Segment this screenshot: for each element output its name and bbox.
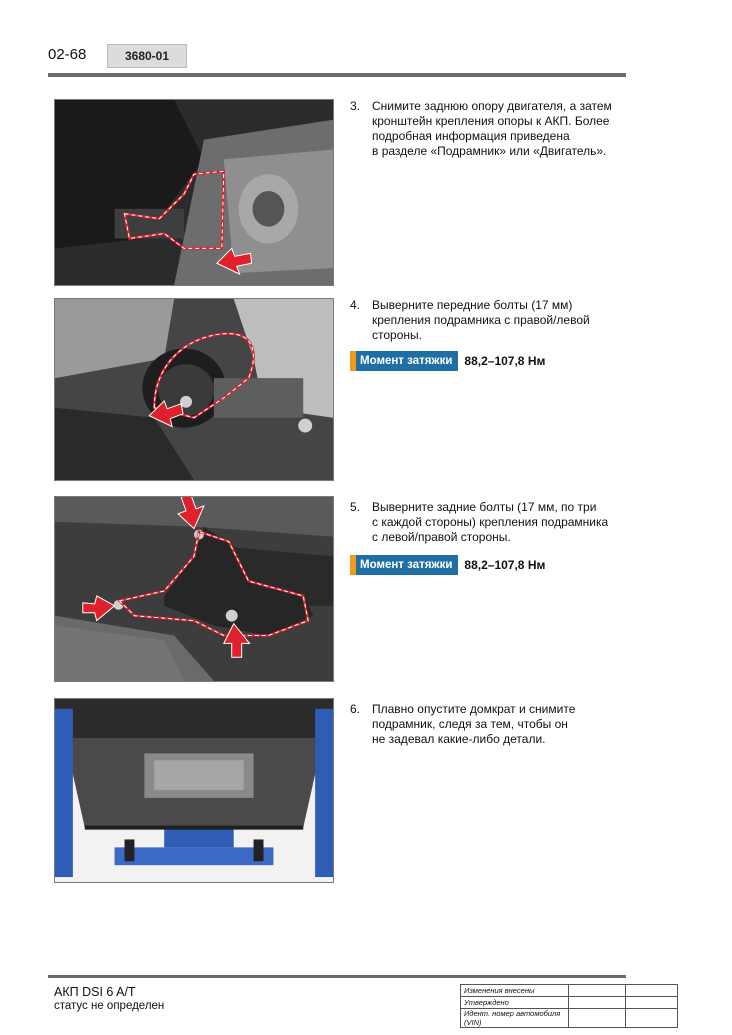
revision-label: Утверждено [461,997,569,1009]
step-line: с каждой стороны) крепления подрамника [372,515,609,529]
step-text [372,99,640,159]
step-5 [350,500,640,545]
header-rule [48,73,626,77]
step-line: подробная информация приведена [372,129,570,143]
revision-label: Изменения внесены [461,985,569,997]
revision-label: Идент. номер автомобиля (VIN) [461,1009,569,1028]
step-line: не задевал какие-либо детали. [372,732,546,746]
step-line: с левой/правой стороны. [372,530,511,544]
step-line: Выверните задние болты (17 мм, по три [372,500,597,514]
step-number: 5. [350,500,361,514]
step-text [372,500,640,545]
step-text [372,702,640,747]
revision-cell [626,985,678,997]
photo-rear-bolts [54,496,334,682]
revision-cell [569,1009,626,1028]
step-text [372,298,640,343]
revision-cell [626,997,678,1009]
photo-lower-subframe [54,698,334,883]
footer-rule [48,975,626,978]
footer-status: статус не определен [54,1000,165,1012]
step-4 [350,298,640,343]
step-line: кронштейн крепления опоры к АКП. Более [372,114,610,128]
revision-table [460,984,678,1028]
photo-front-bolts [54,298,334,481]
step-line: крепления подрамника с правой/левой [372,313,590,327]
step-3 [350,99,640,159]
step-line: подрамник, следя за тем, чтобы он [372,717,568,731]
step-number: 3. [350,99,361,113]
step-line: стороны. [372,328,422,342]
torque-value: 88,2–107,8 Нм [464,354,546,368]
revision-cell [569,985,626,997]
step-line: Выверните передние болты (17 мм) [372,298,573,312]
torque-label: Момент затяжки [356,555,458,575]
step-line: Снимите заднюю опору двигателя, а затем [372,99,612,113]
step-6 [350,702,640,747]
step-line: Плавно опустите домкрат и снимите [372,702,576,716]
torque-label: Момент затяжки [356,351,458,371]
photo-engine-mount [54,99,334,286]
revision-cell [626,1009,678,1028]
table-row [461,985,678,997]
table-row [461,997,678,1009]
footer-title: АКП DSI 6 A/T [54,985,136,999]
revision-cell [569,997,626,1009]
step-line: в разделе «Подрамник» или «Двигатель». [372,144,607,158]
torque-value: 88,2–107,8 Нм [464,558,546,572]
torque-spec [350,555,545,575]
page-number: 02-68 [48,46,87,63]
step-number: 4. [350,298,361,312]
section-code-tab: 3680-01 [107,44,187,68]
torque-spec [350,351,545,371]
step-number: 6. [350,702,361,716]
table-row [461,1009,678,1028]
